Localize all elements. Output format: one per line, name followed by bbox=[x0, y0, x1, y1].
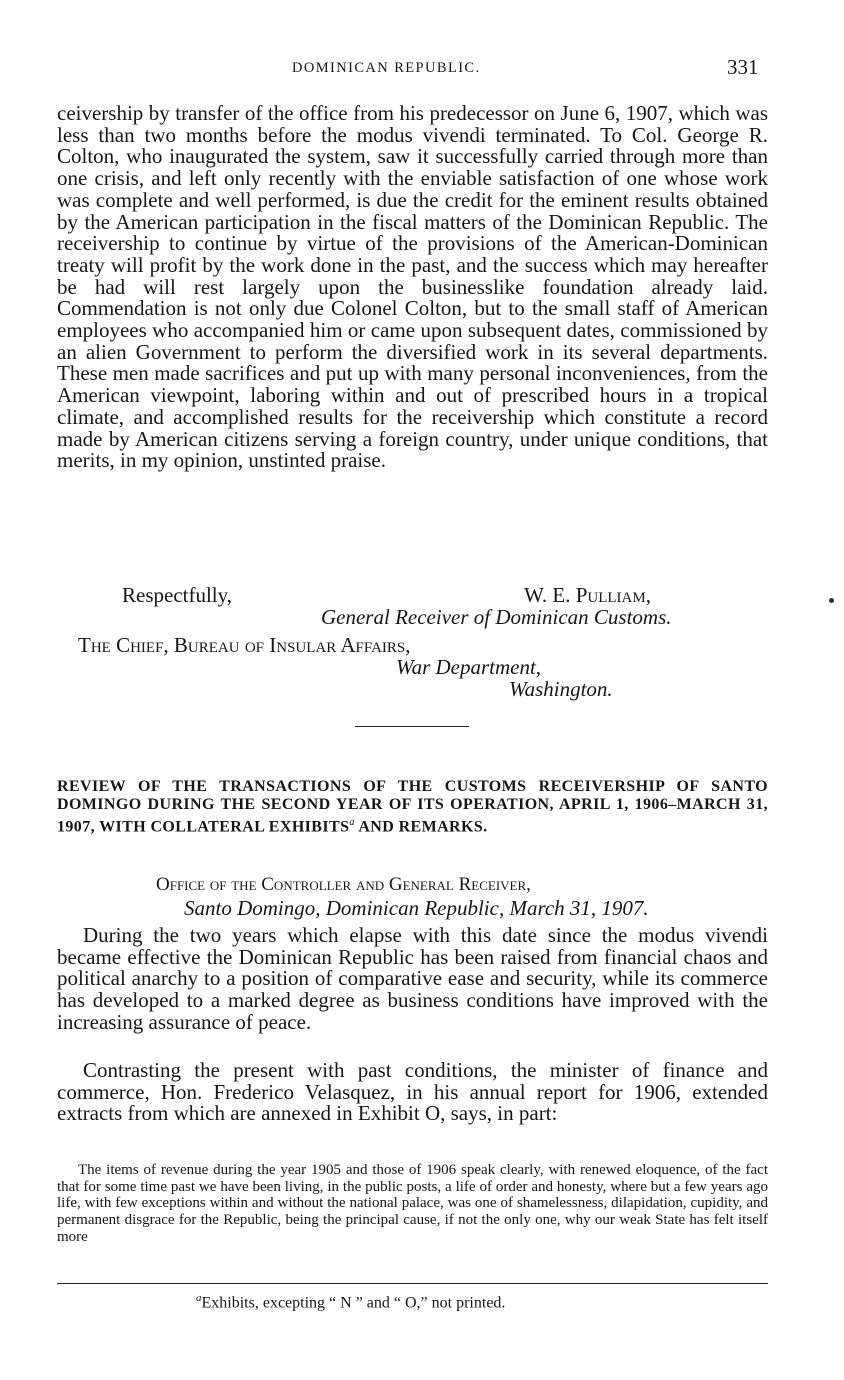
addressee-city: Washington. bbox=[509, 677, 613, 701]
heading-text-end: AND REMARKS. bbox=[358, 818, 488, 836]
footnote bbox=[196, 1292, 505, 1312]
addressee-line: The Chief, Bureau of Insular Affairs, bbox=[78, 633, 411, 657]
running-head: DOMINICAN REPUBLIC. bbox=[292, 60, 481, 76]
footnote-marker: a bbox=[196, 1292, 202, 1304]
scan-speck bbox=[829, 598, 834, 603]
signature-name: W. E. Pulliam, bbox=[524, 583, 651, 607]
dateline: Santo Domingo, Dominican Republic, March 31, 1907. bbox=[184, 896, 649, 920]
heading-text: REVIEW OF THE TRANSACTIONS OF THE CUSTOMS RECEIVERSHIP OF SANTO DOMINGO DURING THE SECOND YEAR OF ITS OPERATION, APRIL 1, 1906–MARCH 31, 1907, WITH COLLATERAL EXHIBITS bbox=[57, 778, 768, 836]
footnote-reference: a bbox=[349, 817, 355, 828]
block-quote: The items of revenue during the year 1905 and those of 1906 speak clearly, with renewed eloquence, of the fact that for some time past we have been living, in the public posts, a life of order and honesty, where but a few years ago life, with few exceptions within and without the national palace, was one of shamelessness, dilapidation, cupidity, and permanent disgrace for the Republic, being the principal cause, if not the only one, why our weak State has felt itself more bbox=[57, 1162, 768, 1245]
addressee-department: War Department, bbox=[396, 655, 542, 679]
review-paragraph-2: Contrasting the present with past conditions, the minister of finance and commerce, Hon. Frederico Velasquez, in his annual report for 1906, extended extracts from which are annexed in Exhibit O, says, in part: bbox=[57, 1058, 768, 1126]
section-heading bbox=[57, 778, 768, 836]
footnote-text: Exhibits, excepting “ N ” and “ O,” not printed. bbox=[201, 1294, 506, 1312]
letter-paragraph: ceivership by transfer of the office from his predecessor on June 6, 1907, which was less than two months before the modus vivendi terminated. To Col. George R. Colton, who inaugurated the system, saw it successfully carried through more than one crisis, and left only recently with the enviable satisfaction of one whose work was complete and well performed, is due the credit for the eminent results obtained by the American participation in the fiscal matters of the Dominican Republic. The receivership to continue by virtue of the provisions of the American-Dominican treaty will profit by the work done in the past, and the success which may hereafter be had will rest largely upon the businesslike foundation already laid. Commendation is not only due Colonel Colton, but to the small staff of American employees who accompanied him or came upon subsequent dates, commissioned by an alien Government to perform the diversified work in its several departments. These men made sacrifices and put up with many personal inconveniences, from the American viewpoint, laboring within and out of prescribed hours in a tropical climate, and accomplished results for the receivership which constitute a record made by American citizens serving a foreign country, under unique conditions, that merits, in my opinion, unstinted praise. bbox=[57, 101, 768, 473]
signer-title: General Receiver of Dominican Customs. bbox=[321, 605, 672, 629]
review-paragraph-1: During the two years which elapse with this date since the modus vivendi became effective the Dominican Republic has been raised from financial chaos and political anarchy to a position of comparative ease and security, while its commerce has developed to a marked degree as business conditions have improved with the increasing assurance of peace. bbox=[57, 923, 768, 1034]
footnote-rule bbox=[57, 1283, 768, 1284]
office-line: Office of the Controller and General Receiver, bbox=[156, 874, 531, 895]
closing-salutation: Respectfully, bbox=[122, 583, 233, 607]
page-number: 331 bbox=[727, 55, 759, 79]
section-divider bbox=[355, 726, 469, 727]
